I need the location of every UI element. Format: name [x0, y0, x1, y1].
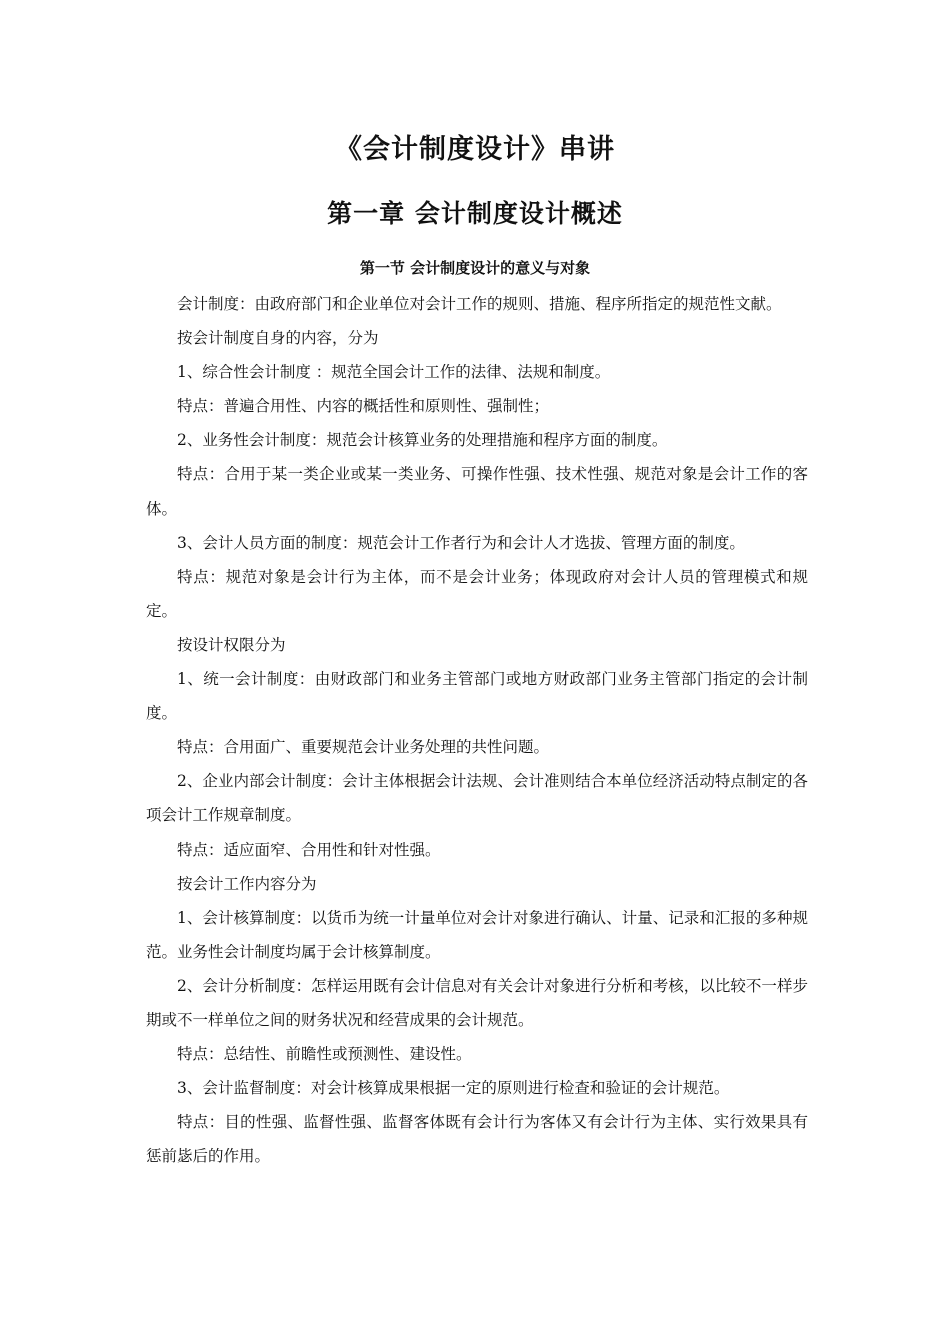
paragraph: 特点：适应面窄、合用性和针对性强。 [177, 840, 441, 859]
paragraph: 特点：合用于某一类企业或某一类业务、可操作性强、技术性强、规范对象是会计工作的客体。 [146, 465, 808, 518]
paragraph: 3、会计监督制度：对会计核算成果根据一定的原则进行检查和验证的会计规范。 [177, 1079, 730, 1098]
document-body [146, 287, 808, 1173]
paragraph: 1、统一会计制度：由财政部门和业务主管部门或地方财政部门业务主管部门指定的会计制度。 [146, 670, 808, 723]
paragraph: 特点：总结性、前瞻性或预测性、建设性。 [177, 1045, 472, 1064]
paragraph: 按会计工作内容分为 [177, 874, 317, 893]
paragraph: 特点：目的性强、监督性强、监督客体既有会计行为客体又有会计行为主体、实行效果具有惩前毖后的作用。 [146, 1113, 808, 1166]
paragraph: 特点：普遍合用性、内容的概括性和原则性、强制性； [177, 397, 550, 416]
paragraph: 1、会计核算制度：以货币为统一计量单位对会计对象进行确认、计量、记录和汇报的多种规范。业务性会计制度均属于会计核算制度。 [146, 908, 808, 961]
paragraph: 按会计制度自身的内容，分为 [177, 329, 379, 348]
paragraph: 2、企业内部会计制度：会计主体根据会计法规、会计准则结合本单位经济活动特点制定的各项会计工作规章制度。 [146, 772, 808, 825]
paragraph: 3、会计人员方面的制度：规范会计工作者行为和会计人才选拔、管理方面的制度。 [177, 533, 745, 552]
section-title: 第一节 会计制度设计的意义与对象 [359, 259, 591, 277]
chapter-title: 第一章 会计制度设计概述 [327, 199, 623, 228]
paragraph: 2、会计分析制度：怎样运用既有会计信息对有关会计对象进行分析和考核，以比较不一样步期或不一样单位之间的财务状况和经营成果的会计规范。 [146, 976, 808, 1029]
paragraph: 特点：规范对象是会计行为主体，而不是会计业务；体现政府对会计人员的管理模式和规定。 [146, 567, 808, 620]
paragraph: 特点：合用面广、重要规范会计业务处理的共性问题。 [177, 738, 550, 757]
paragraph: 1、综合性会计制度 ：规范全国会计工作的法律、法规和制度。 [177, 363, 611, 382]
document-title: 《会计制度设计》串讲 [335, 134, 615, 165]
paragraph: 2、业务性会计制度：规范会计核算业务的处理措施和程序方面的制度。 [177, 431, 668, 450]
paragraph: 按设计权限分为 [177, 635, 286, 654]
paragraph: 会计制度：由政府部门和企业单位对会计工作的规则、措施、程序所指定的规范性文献。 [177, 295, 782, 313]
